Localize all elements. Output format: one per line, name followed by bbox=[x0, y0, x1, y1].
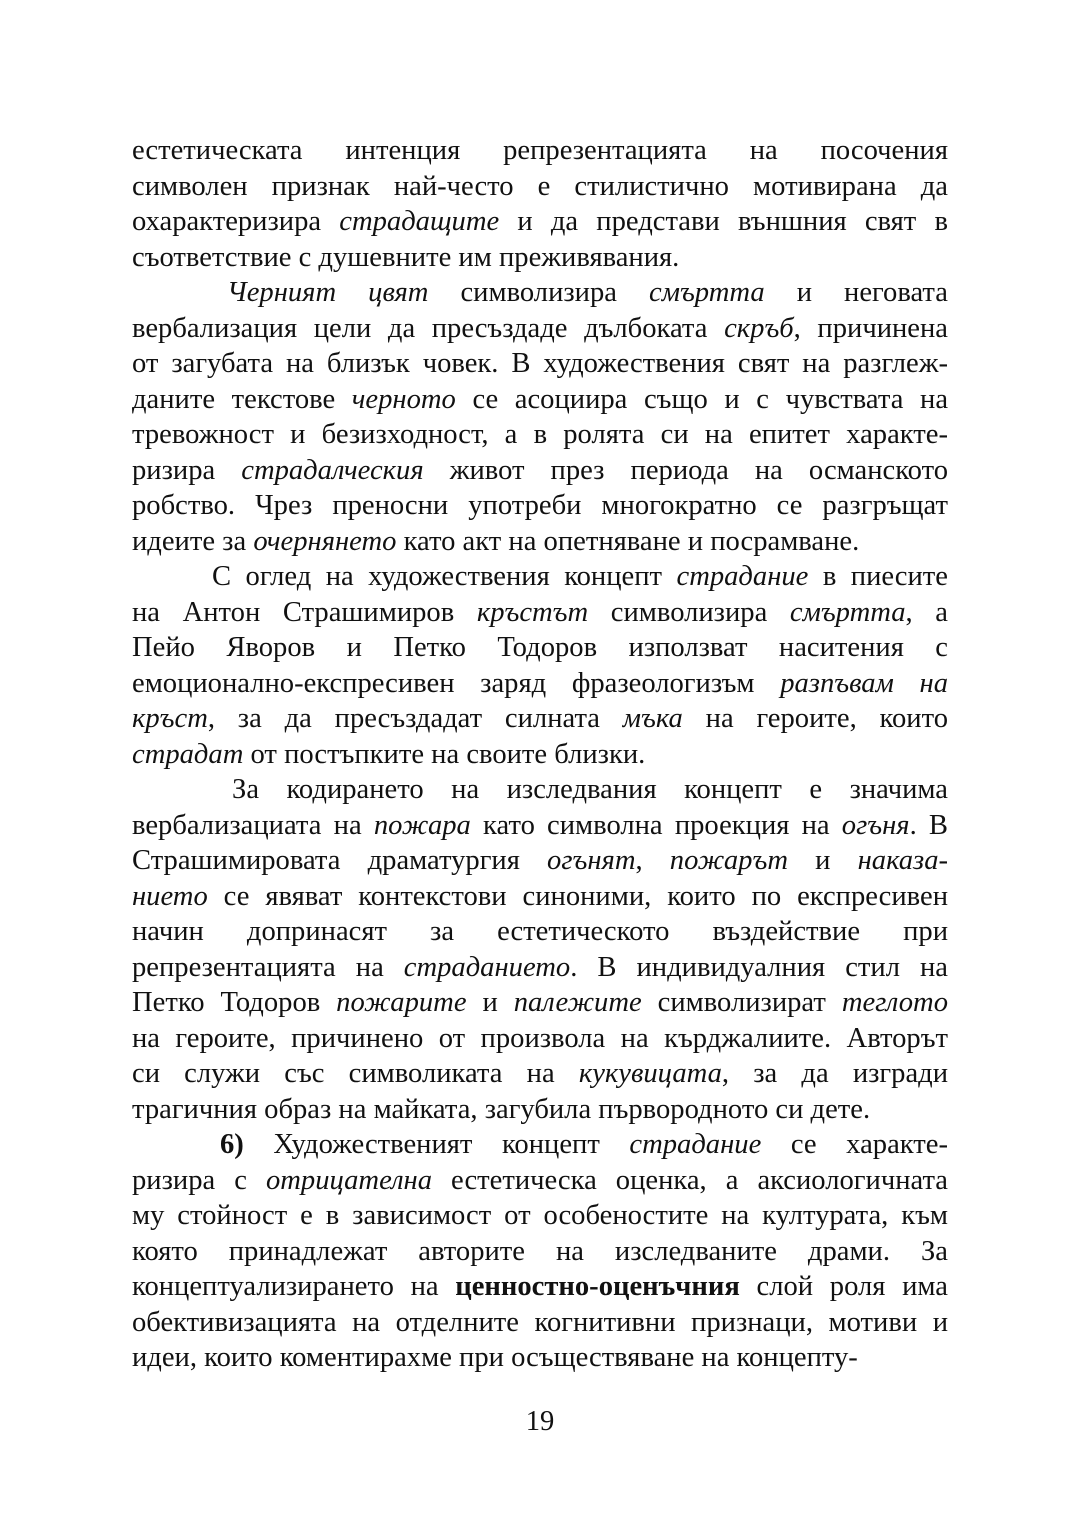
text-line bbox=[132, 737, 948, 773]
italic-term: кукувицата bbox=[578, 1058, 722, 1089]
text-line bbox=[132, 1305, 948, 1341]
text-line bbox=[132, 524, 948, 560]
italic-term: страдалческия bbox=[241, 454, 424, 486]
paragraph-3 bbox=[132, 559, 948, 772]
text-line bbox=[132, 1021, 948, 1057]
text-run: идеите за bbox=[132, 525, 254, 557]
text-run: живот през периода на османското bbox=[423, 454, 948, 486]
text-run: слой роля има bbox=[739, 1271, 948, 1302]
text-run: обективизацията на отделните когнитивни признаци, мотиви и bbox=[132, 1306, 948, 1338]
text-run: , причинена bbox=[793, 312, 948, 344]
italic-term: страдащите bbox=[339, 206, 500, 237]
italic-term: огъня bbox=[841, 809, 910, 841]
text-run: на героите, които bbox=[682, 703, 948, 734]
text-run: Художественият концепт bbox=[243, 1129, 630, 1160]
text-line bbox=[132, 417, 948, 453]
text-line bbox=[132, 240, 948, 276]
text-run: концептуализирането на bbox=[132, 1271, 456, 1302]
italic-term: отрицателна bbox=[265, 1164, 433, 1196]
italic-term: кръст bbox=[132, 703, 208, 734]
text-line bbox=[132, 133, 948, 169]
italic-term: смъртта bbox=[789, 596, 906, 628]
bold-term: ценностно-оценъчния bbox=[455, 1271, 740, 1302]
text-run: репрезентацията на bbox=[132, 951, 404, 983]
text-run: . В индивидуалния стил на bbox=[570, 951, 948, 983]
text-run: на Антон Страшимиров bbox=[132, 596, 477, 628]
italic-term: огънят bbox=[547, 845, 636, 876]
text-run: си служи със символиката на bbox=[132, 1058, 579, 1089]
italic-term: очернянето bbox=[253, 525, 397, 557]
text-run: съответствие с душевните им преживявания. bbox=[132, 241, 680, 273]
italic-term: пожарите bbox=[336, 987, 467, 1018]
italic-term: смъртта bbox=[649, 277, 765, 308]
italic-term: скръб bbox=[724, 312, 794, 344]
text-line bbox=[132, 879, 948, 915]
italic-term: наказа- bbox=[857, 845, 949, 876]
text-line bbox=[132, 985, 948, 1021]
text-run: Петко Тодоров bbox=[132, 987, 337, 1018]
italic-term: теглото bbox=[841, 987, 948, 1018]
text-run: Пейо Яворов и Петко Тодоров използват наситения с bbox=[132, 632, 948, 663]
text-run: , за да пресъздадат силната bbox=[207, 703, 623, 734]
text-run: , за да изгради bbox=[721, 1058, 948, 1089]
text-run: вербализация цели да пресъздаде дълбоката bbox=[132, 312, 725, 344]
text-run: , а bbox=[905, 596, 948, 628]
italic-term: черното bbox=[351, 383, 456, 415]
italic-term: пожара bbox=[373, 809, 471, 841]
text-run: която принадлежат авторите на изследваните драми. За bbox=[132, 1235, 948, 1267]
text-run: от постъпките на своите близки. bbox=[243, 738, 646, 770]
paragraph-2 bbox=[132, 275, 948, 559]
text-line bbox=[132, 950, 948, 986]
text-run: идеи, които коментирахме при осъществяване на концепту- bbox=[132, 1342, 858, 1373]
text-line bbox=[132, 1269, 948, 1305]
italic-term: нието bbox=[132, 880, 208, 912]
text-run: С оглед на художествения концепт bbox=[212, 561, 677, 592]
bold-term: 6) bbox=[220, 1129, 244, 1160]
text-run: и bbox=[787, 845, 858, 876]
text-line bbox=[132, 630, 948, 666]
text-run: ризира bbox=[132, 454, 242, 486]
text-run: Страшимировата драматургия bbox=[132, 845, 548, 876]
text-run: като символна проекция на bbox=[470, 809, 842, 841]
text-run: ризира с bbox=[132, 1164, 266, 1196]
text-line bbox=[132, 382, 948, 418]
italic-term: страданието bbox=[403, 951, 571, 983]
text-line bbox=[132, 1198, 948, 1234]
paragraph-1 bbox=[132, 133, 948, 275]
text-run: и да представи външния свят в bbox=[499, 206, 948, 237]
text-run: емоционално-експресивен заряд фразеологизъм bbox=[132, 667, 781, 699]
text-run: символен признак най-често е стилистично мотивирана да bbox=[132, 170, 948, 202]
text-run: символизират bbox=[641, 987, 842, 1018]
text-line bbox=[132, 1127, 948, 1163]
italic-term: страдат bbox=[132, 738, 244, 770]
text-line bbox=[132, 1234, 948, 1270]
text-line bbox=[132, 1092, 948, 1128]
text-line bbox=[132, 772, 948, 808]
text-run: от загубата на близък човек. В художествения свят на разглеж- bbox=[132, 348, 948, 379]
text-run: се асоциира също и с чувствата на bbox=[455, 383, 949, 415]
page-body bbox=[132, 133, 948, 1376]
text-line bbox=[132, 701, 948, 737]
text-line bbox=[132, 666, 948, 702]
text-line bbox=[132, 488, 948, 524]
text-line bbox=[132, 311, 948, 347]
italic-term: кръстът bbox=[476, 596, 589, 628]
text-run: му стойност е в зависимост от особеностите на културата, към bbox=[132, 1200, 948, 1231]
text-line bbox=[132, 1163, 948, 1199]
text-run: естетическа оценка, а аксиологичната bbox=[432, 1164, 948, 1196]
italic-term: страдание bbox=[676, 561, 809, 592]
text-run: символизира bbox=[588, 596, 790, 628]
text-run: вербализациата на bbox=[132, 809, 374, 841]
text-run: трагичния образ на майката, загубила първородното си дете. bbox=[132, 1093, 871, 1125]
text-run: тревожност и безизходност, а в ролята си на епитет характе- bbox=[132, 419, 948, 450]
text-run: начин допринасят за естетическото въздействие при bbox=[132, 916, 948, 947]
text-line bbox=[132, 914, 948, 950]
text-line bbox=[132, 843, 948, 879]
text-run: на героите, причинено от произвола на кърджалиите. Авторът bbox=[132, 1022, 948, 1054]
text-line bbox=[132, 169, 948, 205]
page-number: 19 bbox=[525, 1406, 555, 1437]
italic-term: Черният цвят bbox=[227, 277, 429, 308]
text-run: като акт на опетняване и посрамване. bbox=[396, 525, 860, 557]
italic-term: пожарът bbox=[669, 845, 788, 876]
text-run: . В bbox=[909, 809, 948, 841]
text-run: и bbox=[466, 987, 514, 1018]
text-line bbox=[132, 595, 948, 631]
text-run: охарактеризира bbox=[132, 206, 340, 237]
text-line bbox=[132, 346, 948, 382]
text-run: в пиесите bbox=[808, 561, 948, 592]
text-line bbox=[132, 559, 948, 595]
italic-term: мъка bbox=[622, 703, 683, 734]
italic-term: палежите bbox=[513, 987, 642, 1018]
italic-term: разпъвам на bbox=[780, 667, 949, 699]
text-run: За кодирането на изследвания концепт е значима bbox=[232, 774, 948, 805]
text-line bbox=[132, 808, 948, 844]
text-run: естетическата интенция репрезентацията на посочения bbox=[132, 135, 948, 166]
text-run: робство. Чрез преносни употреби многократно се разгръщат bbox=[132, 490, 948, 521]
text-run: се явяват контекстови синоними, които по експресивен bbox=[207, 880, 948, 912]
italic-term: страдание bbox=[629, 1129, 762, 1160]
text-line bbox=[132, 453, 948, 489]
paragraph-5 bbox=[132, 1127, 948, 1376]
text-run: даните текстове bbox=[132, 383, 352, 415]
text-line bbox=[132, 1056, 948, 1092]
paragraph-4 bbox=[132, 772, 948, 1127]
text-run: , bbox=[635, 845, 670, 876]
text-run: се характе- bbox=[761, 1129, 948, 1160]
text-line bbox=[132, 204, 948, 240]
text-run: и неговата bbox=[764, 277, 948, 308]
text-line bbox=[132, 1340, 948, 1376]
text-run: символизира bbox=[428, 277, 649, 308]
text-line bbox=[132, 275, 948, 311]
